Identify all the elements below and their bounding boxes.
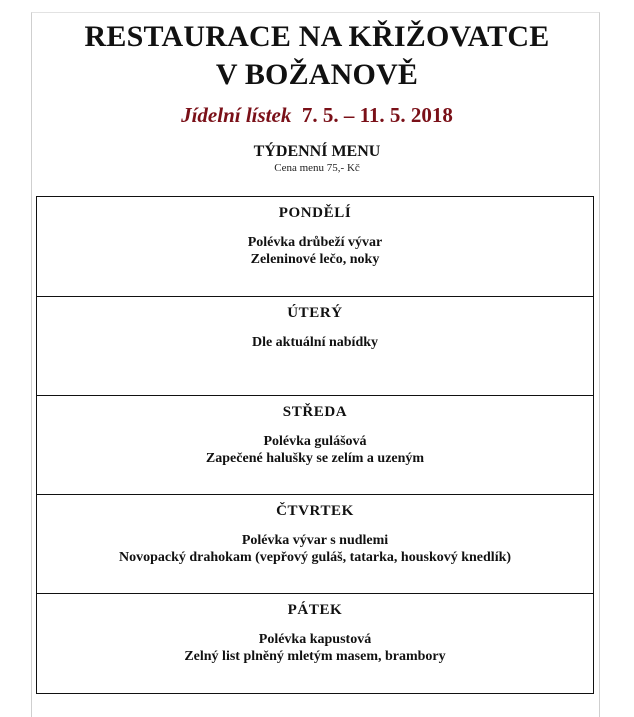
dish: Polévka drůbeží vývar (247, 235, 383, 250)
dish: Zelný list plněný mletým masem, brambory (184, 649, 446, 664)
day-row-monday (37, 197, 593, 297)
day-name: PÁTEK (287, 602, 343, 618)
dish: Polévka kapustová (258, 632, 372, 647)
day-name: PONDĚLÍ (278, 205, 352, 221)
weekly-menu-table (36, 196, 594, 694)
day-name: ČTVRTEK (276, 503, 354, 519)
day-row-friday (37, 593, 593, 694)
day-row-wednesday (37, 395, 593, 495)
restaurant-name-line2: V BOŽANOVĚ (215, 58, 419, 91)
weekly-menu-heading: TÝDENNÍ MENU (253, 143, 381, 160)
day-row-tuesday (37, 296, 593, 396)
menu-label: Jídelní lístek (181, 103, 292, 127)
dish: Zapečené halušky se zelím a uzeným (205, 451, 425, 466)
restaurant-name-line1: RESTAURACE NA KŘIŽOVATCE (84, 20, 550, 53)
dish: Novopacký drahokam (vepřový guláš, tatarka, houskový knedlík) (118, 550, 512, 565)
dish: Zeleninové lečo, noky (250, 252, 380, 267)
menu-price: Cena menu 75,- Kč (274, 162, 360, 174)
day-row-thursday (37, 494, 593, 594)
dish: Polévka vývar s nudlemi (241, 533, 389, 548)
dish: Dle aktuální nabídky (251, 335, 379, 350)
day-name: STŘEDA (282, 404, 348, 420)
menu-dates: 7. 5. – 11. 5. 2018 (301, 103, 453, 127)
dish: Polévka gulášová (263, 434, 367, 449)
menu-subtitle (0, 102, 634, 128)
day-name: ÚTERÝ (287, 305, 343, 321)
